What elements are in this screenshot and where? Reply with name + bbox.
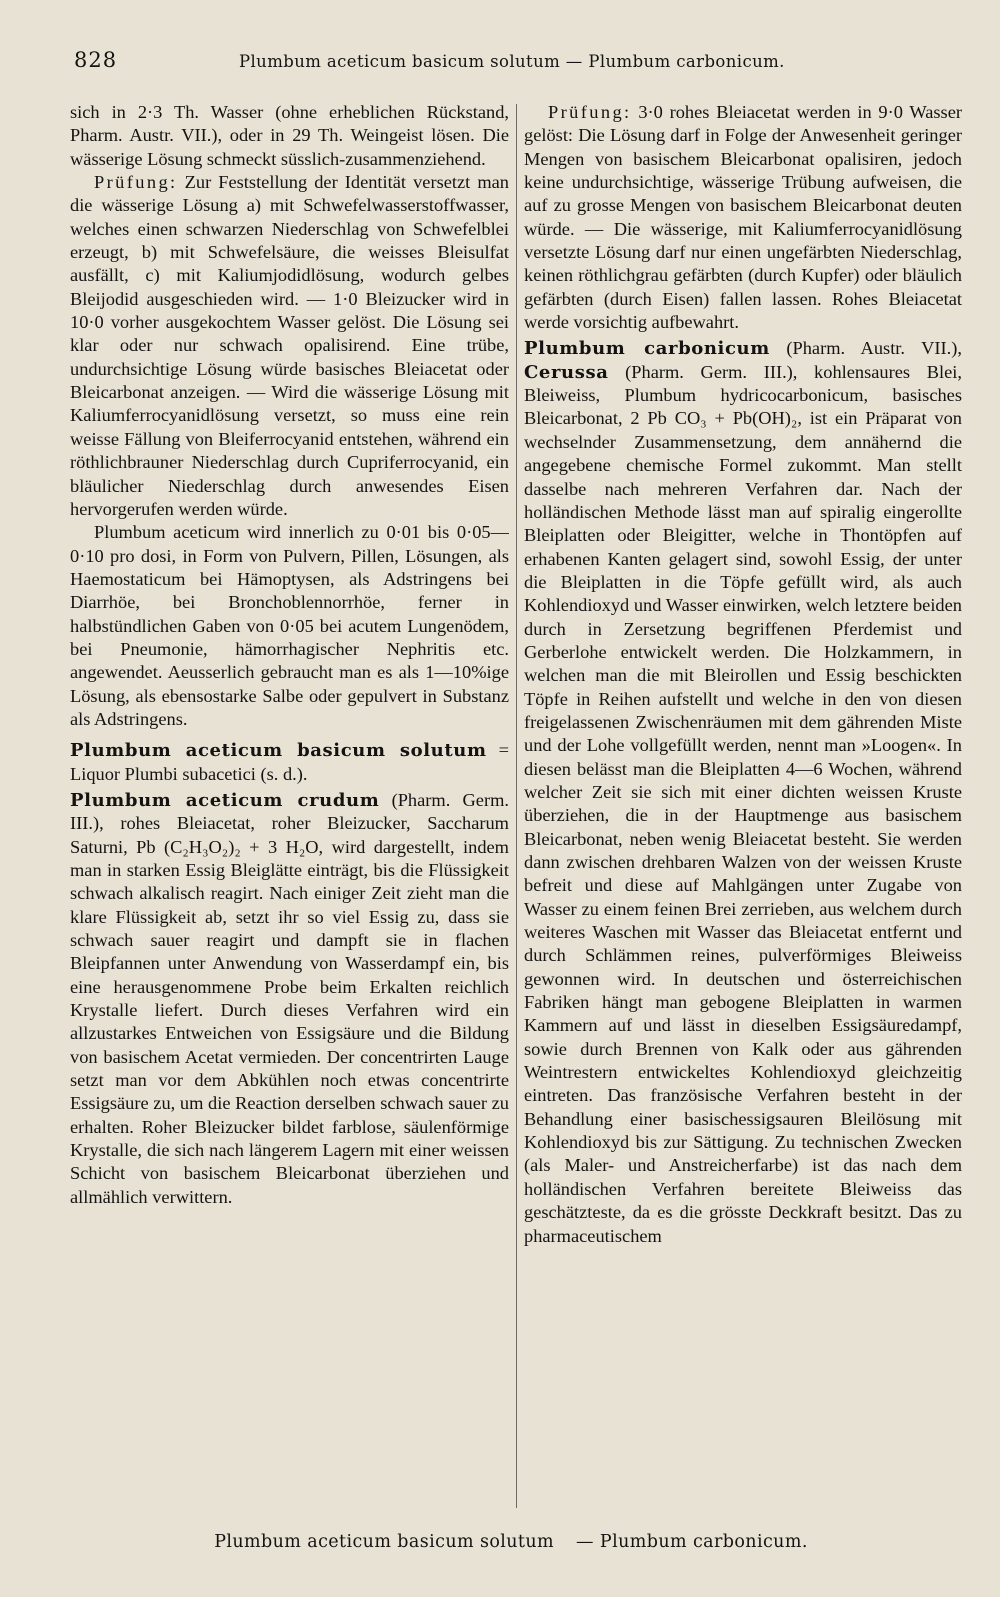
page-number: 828 (74, 48, 118, 72)
footer-left-title: Plumbum aceticum basicum solutum (214, 1532, 555, 1552)
entry-title-cerussa: Cerussa (524, 361, 609, 383)
entry-plumbum-aceticum-basicum-solutum (70, 739, 509, 786)
page-footer (0, 1532, 1000, 1552)
entry-text: = Liquor Plumbi subacetici (s. d.). (70, 740, 509, 784)
entry-text: (Pharm. Germ. III.), kohlensaures Blei, Bleiweiss, Plumbum hydricocarbonicum, basisches Bleicarbonat, 2 Pb CO₃ + Pb(OH)₂, ist ein Präparat von wechselnder Zusammensetzung, dem annähernd die angegebene chemische Formel zukommt. Man stellt dasselbe nach mehreren Verfahren dar. Nach der holländischen Methode lässt man auf spiralig eingerollte Bleiplatten oder Bleigitter, welche in Thontöpfen auf erhabenen Kanten gelagert sind, sowohl Essig, der unter die Bleiplatten in die Töpfe gefüllt wird, als auch Kohlendioxyd und Wasser einwirken, welch letztere beiden durch in Zersetzung begriffenen Pferdemist und Gerberlohe entwickelt werden. Die Holzkammern, in welchen man die mit Bleirollen und Essig beschickten Töpfe in Reihen aufstellt und welche in den von diesen freigelassenen Zwischenräumen mit dem gährenden Miste und der Lohe vollgefüllt werden, nennt man »Loogen«. In diesen belässt man die Bleiplatten 4—6 Wochen, während welcher Zeit sie sich mit einer dichten weissen Kruste überziehen, die in der Hauptmenge aus basischem Bleicarbonat, neben wenig Bleiacetat besteht. Sie werden dann zwischen drehbaren Walzen von der weissen Kruste befreit und diese auf Mahlgängen unter Zugabe von Wasser zu einem feinen Brei zerrieben, aus welchem durch weiteres Waschen mit Wasser das Bleiacetat entfernt und durch Schlämmen reines, pulverförmiges Bleiweiss gewonnen wird. In deutschen und österreichischen Fabriken hängt man gebogene Bleiplatten in warmen Kammern auf und lässt in dieselben Essigsäuredampf, sowie durch Brennen von Kalk oder aus gährenden Weintrestern entwickeltes Kohlendioxyd gleichzeitig eintreten. Das französische Verfahren besteht in der Behandlung einer basischessigsauren Bleilösung mit Kohlendioxyd bis zur Sättigung. Zu technischen Zwecken (als Maler- und Anstreicherfarbe) ist das nach dem holländischen Verfahren bereitete Bleiweiss das geschätzteste, da es die grösste Deckkraft besitzt. Das zu pharmaceutischem (524, 361, 962, 1246)
pruefung-label: Prüfung: (94, 172, 178, 193)
entry-title: Plumbum carbonicum (524, 338, 770, 360)
left-column (70, 101, 509, 1511)
entry-title: Plumbum aceticum crudum (70, 789, 380, 811)
running-title: Plumbum aceticum basicum solutum — Plumbum carbonicum. (239, 52, 785, 71)
entry-text: (Pharm. Austr. VII.), (769, 338, 962, 359)
entry-text: (Pharm. Germ. III.), rohes Bleiacetat, roher Bleizucker, Saccharum Saturni, Pb (C₂H₃O₂)₂ + 3 H₂O, wird dargestellt, indem man in starken Essig Bleiglätte einträgt, bis die Flüssigkeit schwach alkalisch reagirt. Nach einiger Zeit zieht man die klare Flüssigkeit ab, setzt ihr so viel Essig zu, dass sie schwach sauer reagirt und dampft sie in flachen Bleipfannen unter Anwendung von Wasserdampf ein, bis eine herausgenommene Probe beim Erkalten reichlich Krystalle liefert. Durch dieses Verfahren wird ein allzustarkes Entweichen von Essigsäure und die Bildung von basischem Acetat vermieden. Der concentrirten Lauge setzt man vor dem Abkühlen noch etwas concentrirte Essigsäure zu, um die Reaction derselben schwach sauer zu erhalten. Roher Bleizucker bildet farblose, säulenförmige Krystalle, die sich nach längerem Lagern mit einer weissen Schicht von basischem Bleicarbonat überziehen und allmählich verwittern. (70, 789, 509, 1207)
left-paragraph-1: sich in 2·3 Th. Wasser (ohne erheblichen Rückstand, Pharm. Austr. VII.), oder in 29 Th. Weingeist lösen. Die wässerige Lösung schmeckt süsslich-zusammenziehend. (70, 102, 509, 169)
entry-title: Plumbum aceticum basicum solutum (70, 740, 487, 762)
right-paragraph-pruefung (524, 101, 962, 334)
footer-right-title: — Plumbum carbonicum. (576, 1532, 808, 1552)
column-divider (516, 104, 517, 1508)
left-paragraph-pruefung (70, 171, 509, 521)
entry-plumbum-carbonicum (524, 337, 962, 1247)
pruefung-text: 3·0 rohes Bleiacetat werden in 9·0 Wasser gelöst: Die Lösung darf in Folge der Anwesenheit geringer Mengen von basischem Bleicarbonat opalisiren, jedoch keine undurchsichtige, wässerige Trübung aufweisen, die auf zu grosse Mengen von basischem Bleicarbonat deuten würde. — Die wässerige, mit Kaliumferrocyanidlösung versetzte Lösung darf nur einen ungefärbten Niederschlag, keinen röthlichgrau gefärbten (durch Kupfer) oder bläulich gefärbten (durch Eisen) fallen lassen. Rohes Bleiacetat werde vorsichtig aufbewahrt. (524, 102, 962, 333)
pruefung-text: Zur Feststellung der Identität versetzt man die wässerige Lösung a) mit Schwefelwasserstoffwasser, welches einen schwarzen Niederschlag von Schwefelblei erzeugt, b) mit Schwefelsäure, die weisses Bleisulfat ausfällt, c) mit Kaliumjodidlösung, wodurch gelbes Bleijodid ausgeschieden wird. — 1·0 Bleizucker wird in 10·0 vorher ausgekochtem Wasser gelöst. Die Lösung sei klar oder nur schwach opalisirend. Eine trübe, undurchsichtige Lösung würde basisches Bleiacetat oder Bleicarbonat anzeigen. — Wird die wässerige Lösung mit Kaliumferrocyanidlösung versetzt, so muss eine rein weisse Fällung von Bleiferrocyanid entstehen, während ein röthlichbrauner Niederschlag durch Cupriferrocyanid, ein bläulicher Niederschlag durch anwesendes Eisen hervorgerufen werden würde. (70, 172, 509, 519)
entry-plumbum-aceticum-crudum (70, 789, 509, 1209)
page-header (74, 48, 954, 78)
right-column (524, 101, 962, 1511)
left-paragraph-usage: Plumbum aceticum wird innerlich zu 0·01 bis 0·05—0·10 pro dosi, in Form von Pulvern, Pillen, Lösungen, als Haemostaticum bei Hämoptysen, als Adstringens bei Diarrhöe, bei Bronchoblennorrhöe, ferner in halbstündlichen Gaben von 0·05 bei acutem Lungenödem, bei Pneumonie, hämorrhagischer Nephritis etc. angewendet. Aeusserlich gebraucht man es als 1—10%ige Lösung, als ebensostarke Salbe oder gepulvert in Substanz als Adstringens. (70, 522, 509, 729)
pruefung-label: Prüfung: (548, 102, 632, 122)
